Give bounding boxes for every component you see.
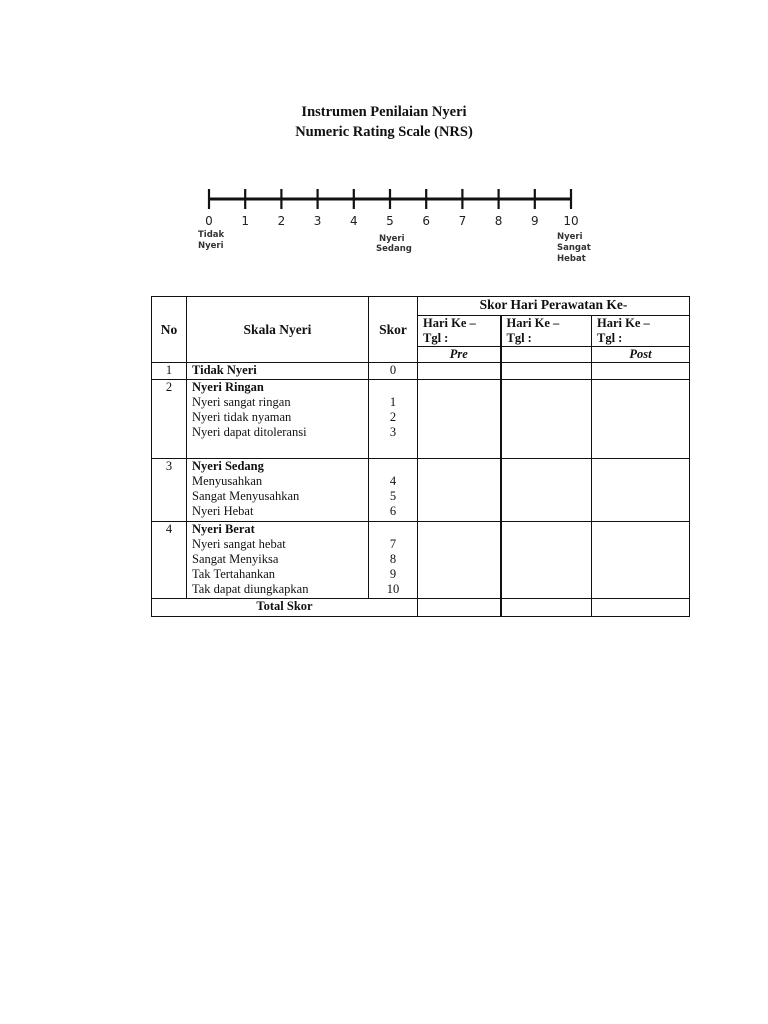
page-subtitle: Numeric Rating Scale (NRS) — [295, 124, 473, 140]
row-no: 3 — [152, 459, 187, 522]
score-cell-post[interactable] — [592, 363, 690, 380]
row-category-cell — [187, 522, 369, 599]
row-item: Nyeri sangat ringan — [192, 395, 291, 409]
header-day-1 — [418, 316, 501, 347]
scale-tick-label: 4 — [349, 214, 358, 228]
scale-tick-labels — [205, 214, 578, 228]
score-cell-mid[interactable] — [501, 380, 592, 459]
caption-high-line3: Hebat — [557, 254, 586, 264]
row-score: 3 — [389, 425, 397, 439]
row-category-cell — [187, 459, 369, 522]
score-cell-mid[interactable] — [501, 522, 592, 599]
row-item: Menyusahkan — [192, 474, 263, 488]
row-no: 1 — [152, 363, 187, 380]
scale-tick-label: 0 — [205, 214, 213, 228]
row-item: Nyeri tidak nyaman — [192, 410, 292, 424]
caption-mid-line1: Nyeri — [379, 234, 405, 244]
header-day-1-line2: Tgl : — [423, 331, 449, 345]
row-item: Nyeri dapat ditoleransi — [192, 425, 307, 439]
row-item: Nyeri Hebat — [192, 504, 254, 518]
row-score-cell — [369, 459, 418, 522]
caption-mid-line2: Sedang — [376, 244, 412, 254]
caption-low-line1: Tidak — [198, 230, 225, 240]
scale-tick-label: 10 — [563, 214, 579, 228]
pre-post-blank — [501, 347, 592, 363]
row-item: Nyeri sangat hebat — [192, 537, 286, 551]
scale-tick-label: 7 — [458, 214, 467, 228]
header-day-1-line1: Hari Ke – — [423, 316, 476, 330]
caption-high-line1: Nyeri — [557, 232, 583, 242]
header-no: No — [152, 297, 187, 363]
scale-tick-label: 1 — [241, 214, 250, 228]
total-row — [152, 599, 690, 617]
total-cell-pre[interactable] — [418, 599, 501, 617]
caption-high-line2: Sangat — [557, 243, 591, 253]
row-item: Sangat Menyusahkan — [192, 489, 300, 503]
scale-tick-label: 8 — [494, 214, 503, 228]
table-row — [152, 522, 690, 599]
row-score: 6 — [389, 504, 397, 518]
header-day-2-line2: Tgl : — [506, 331, 532, 345]
header-day-3 — [592, 316, 690, 347]
header-day-2-line1: Hari Ke – — [506, 316, 560, 330]
header-day-3-line2: Tgl : — [597, 331, 623, 345]
header-day-group: Skor Hari Perawatan Ke- — [418, 297, 690, 316]
row-score: 7 — [389, 537, 397, 551]
table-row — [152, 363, 690, 380]
row-category-cell — [187, 380, 369, 459]
scale-tick-label: 5 — [386, 214, 394, 228]
header-score: Skor — [369, 297, 418, 363]
score-cell-post[interactable] — [592, 380, 690, 459]
score-cell-pre[interactable] — [418, 522, 501, 599]
header-scale: Skala Nyeri — [187, 297, 369, 363]
table-row — [152, 459, 690, 522]
numeric-rating-scale — [190, 180, 600, 270]
nrs-table — [151, 296, 690, 617]
row-category: Tidak Nyeri — [187, 363, 369, 380]
row-no: 4 — [152, 522, 187, 599]
scale-tick-label: 3 — [313, 214, 322, 228]
score-cell-mid[interactable] — [501, 459, 592, 522]
score-cell-post[interactable] — [592, 522, 690, 599]
caption-low-line2: Nyeri — [198, 241, 224, 251]
scale-tick-label: 6 — [422, 214, 431, 228]
scale-tick-label: 2 — [277, 214, 286, 228]
scale-tick-label: 9 — [530, 214, 539, 228]
row-item: Sangat Menyiksa — [192, 552, 279, 566]
row-category: Nyeri Sedang — [192, 459, 264, 473]
row-item: Tak Tertahankan — [192, 567, 276, 581]
header-day-3-line1: Hari Ke – — [597, 316, 650, 330]
row-score: 10 — [386, 582, 400, 596]
post-label: Post — [592, 347, 690, 363]
row-category: Nyeri Berat — [192, 522, 255, 536]
score-cell-pre[interactable] — [418, 363, 501, 380]
row-score: 1 — [389, 395, 397, 409]
score-cell-post[interactable] — [592, 459, 690, 522]
row-score: 5 — [389, 489, 397, 503]
row-score: 8 — [389, 552, 397, 566]
row-category: Nyeri Ringan — [192, 380, 264, 394]
page-title: Instrumen Penilaian Nyeri — [301, 104, 467, 120]
row-score: 9 — [389, 567, 397, 581]
row-score: 2 — [389, 410, 397, 424]
total-label: Total Skor — [152, 599, 418, 617]
row-no: 2 — [152, 380, 187, 459]
pre-label: Pre — [418, 347, 501, 363]
row-score-cell — [369, 522, 418, 599]
row-item: Tak dapat diungkapkan — [192, 582, 309, 596]
total-cell-mid[interactable] — [501, 599, 592, 617]
score-cell-pre[interactable] — [418, 459, 501, 522]
score-cell-mid[interactable] — [501, 363, 592, 380]
score-cell-pre[interactable] — [418, 380, 501, 459]
row-score: 0 — [369, 363, 418, 380]
header-day-2 — [501, 316, 592, 347]
row-score-cell — [369, 380, 418, 459]
total-cell-post[interactable] — [592, 599, 690, 617]
row-score: 4 — [389, 474, 397, 488]
table-row — [152, 380, 690, 459]
